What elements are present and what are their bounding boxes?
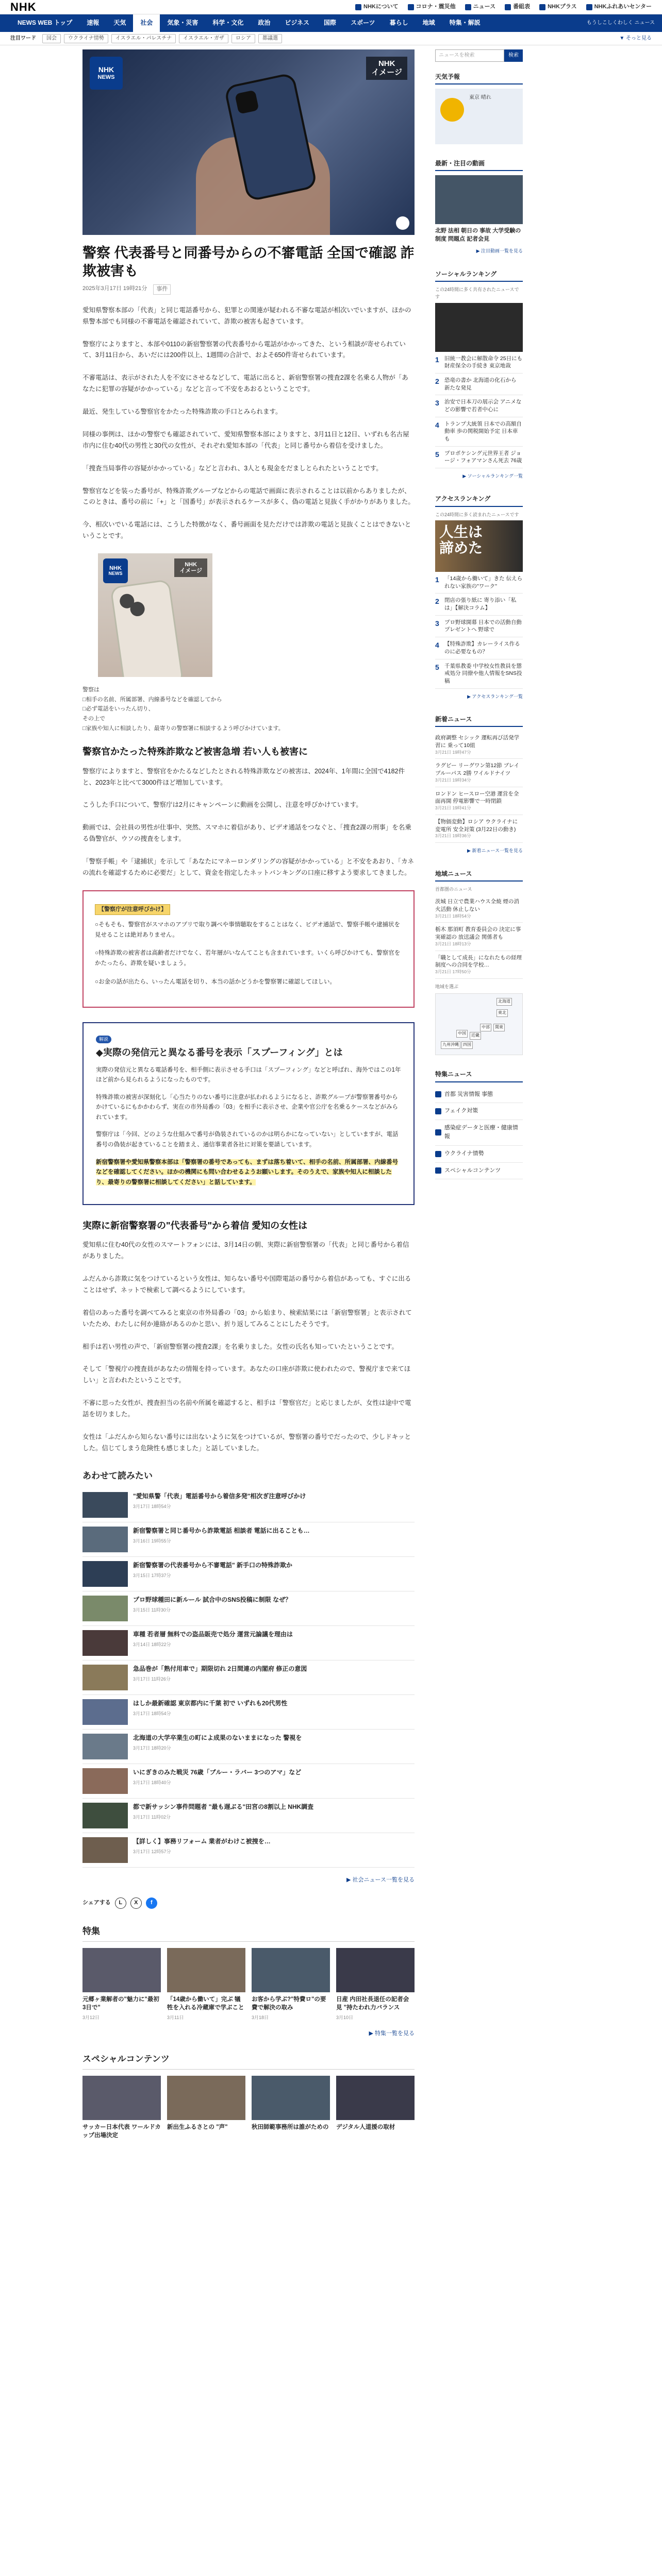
tokushu-card-image <box>252 1948 330 1992</box>
related-date: 3月17日 11時02分 <box>133 1814 171 1820</box>
warning-box <box>82 890 415 1008</box>
rank-title[interactable]: 【特殊詐欺】カレーライス作るのに必要なもの？ <box>444 641 520 655</box>
map-region[interactable]: 中国 <box>456 1030 468 1038</box>
news-date: 3月21日 18時13分 <box>435 941 471 946</box>
related-date: 3月15日 11時30分 <box>133 1607 171 1613</box>
news-title[interactable]: 栃木 那須町 教育委員会の 決定に事 実確認の 放送議会 関係者も <box>435 926 521 941</box>
related-title[interactable]: はしか最新確認 東京都内に千葉 初で いずれも20代男性 <box>133 1699 288 1707</box>
highlight-text: 新宿警察署や愛知県警察本部は「警察署の番号であっても、まずは落ち着いて、相手の名前、所属部署、内線番号などを確認してください。ほかの機関にも問い合わせるようお願いします。そのうえで、家族や知人に相談したり、最寄りの警察署に相談してください」と話しています。 <box>96 1159 399 1185</box>
top-bar <box>0 0 662 14</box>
ranking-item[interactable] <box>435 594 523 615</box>
rank-title[interactable]: トランプ大統領 日本での高額自動車 歩の関税開始予定 日本車も <box>444 420 522 443</box>
paragraph: 最近、発生している警察官をかたった特殊詐欺の手口とみられます。 <box>82 408 282 416</box>
line-share-icon[interactable]: L <box>115 1897 126 1909</box>
feature-links-heading: 特集ニュース <box>435 1070 523 1082</box>
related-thumb <box>82 1803 128 1828</box>
paragraph: ○そもそも、警察官がスマホのアプリで取り調べや事情聴取をすることはなく、ビデオ通話で、警察手帳や逮捕状を見せることは絶対ありません。 <box>95 922 401 938</box>
nav-item[interactable]: 速報 <box>87 19 100 27</box>
weather-text: 東京 晴れ <box>469 95 491 101</box>
newest-heading: 新着ニュース <box>435 715 523 727</box>
section2-body <box>82 1240 415 1454</box>
weather-box <box>435 72 523 144</box>
recent-video-heading: 最新・注目の動画 <box>435 159 523 171</box>
image-label: NHK イメージ <box>366 57 407 80</box>
tokushu-card-image <box>336 1948 415 1992</box>
related-item[interactable] <box>82 1833 415 1868</box>
news-item[interactable] <box>435 815 523 843</box>
nhk-news-badge: NHK NEWS <box>90 57 123 90</box>
news-item[interactable] <box>435 759 523 787</box>
section1-heading: 警察官かたった特殊詐欺など被害急増 若い人も被害に <box>82 747 308 757</box>
related-thumb <box>82 1527 128 1552</box>
related-date: 3月17日 18時54分 <box>133 1710 171 1716</box>
related-thumb <box>82 1699 128 1725</box>
special-card[interactable] <box>336 2076 415 2142</box>
rank-number: 2 <box>435 597 439 606</box>
related-item[interactable] <box>82 1695 415 1730</box>
social-ranking-list <box>435 352 523 469</box>
tokushu-card[interactable] <box>336 1948 415 2022</box>
paragraph: ふだんから詐欺に気をつけているという女性は、知らない番号や国際電話の番号から着信があっても、すぐに出ることはせず、ネットで検索して調べるようにしています。 <box>82 1275 411 1294</box>
trend-tag[interactable]: 都議選 <box>258 34 282 43</box>
related-item[interactable] <box>82 1591 415 1626</box>
social-ranking-label: この24時間に多く共有されたニュースです <box>435 286 519 300</box>
feature-link-label[interactable]: スペシャルコンテンツ <box>444 1167 501 1174</box>
paragraph: 動画では、会社員の男性が仕事中、突然、スマホに着信があり、ビデオ通話をつなぐと、「捜査2課の刑事」を名乗る偽警官が、ウソの捜査をします。 <box>82 824 411 843</box>
access-ranking-list <box>435 572 523 689</box>
paragraph: 「警察手帳」や「逮捕状」を示して「あなたにマネーロンダリングの容疑がかかっている」と不安をあおり、「カネの流れを確認するために必要だ」として、資金を指定したネットバンキングの口座に移すよう要求してきました。 <box>82 858 415 876</box>
related-title[interactable]: プロ野球種田に新ルール 試合中のSNS投稿に制限 なぜ？ <box>133 1596 292 1603</box>
feature-links <box>435 1087 523 1180</box>
top-link-about[interactable]: NHKについて <box>355 3 399 12</box>
nav-item[interactable]: スポーツ <box>351 19 375 27</box>
trend-tags <box>42 34 282 43</box>
tokushu-card[interactable] <box>167 1948 245 2022</box>
related-date: 3月16日 19時55分 <box>133 1538 171 1544</box>
related-item[interactable] <box>82 1799 415 1833</box>
top-links <box>355 3 652 12</box>
feature-link-label[interactable]: 感染症データと医療・健康情報 <box>444 1124 518 1140</box>
caption-line: その上で <box>82 716 105 722</box>
feature-links-box <box>435 1070 523 1179</box>
ranking-item[interactable] <box>435 417 523 447</box>
tokushu-card-date: 3月18日 <box>252 2014 269 2020</box>
related-item[interactable] <box>82 1522 415 1557</box>
map-region[interactable]: 九州沖縄 <box>441 1041 460 1049</box>
bookmark-icon[interactable] <box>396 216 409 230</box>
share-label: シェアする <box>82 1899 111 1906</box>
nhk-news-badge-2: NHK NEWS <box>103 558 128 583</box>
paragraph: 警察庁によりますと、本部や0110の新宿警察署の代表番号から電話がかかってきた、という相談が寄せられていて、3月11日から、あいだには200件以上、1週間の合計で、およそ650件寄せられています。 <box>82 340 406 359</box>
tokushu-card-title[interactable]: 「14歳から働いて」完ぶ 犠牲を入れる冷蔵庫で学ぶこと <box>167 1996 244 2011</box>
tokushu-card-date: 3月11日 <box>167 2014 184 2020</box>
related-item[interactable] <box>82 1626 415 1660</box>
related-item[interactable] <box>82 1557 415 1591</box>
tokushu-card-date: 3月10日 <box>336 2014 354 2020</box>
rank-number: 1 <box>435 355 439 364</box>
access-ranking-heading: アクセスランキング <box>435 494 523 506</box>
trend-tag[interactable]: イスラエル・パレスチナ <box>111 34 176 43</box>
search-area <box>435 49 523 62</box>
paragraph: 不審に思った女性が、捜査担当の名前や所属を確認すると、相手は「警察官だ」と応じましたが、女性は途中で電話を切りました。 <box>82 1399 411 1418</box>
news-title[interactable]: 【物価変動】ロシア ウクライナに変電所 安全対策 (3月22日の動き) <box>435 818 518 833</box>
news-date: 3月21日 19時36分 <box>435 833 471 839</box>
nav-item[interactable]: 気象・災害 <box>167 19 198 27</box>
image-label-2: NHK イメージ <box>174 558 207 577</box>
trend-words-label: 注目ワード <box>10 35 36 41</box>
map-region[interactable]: 東北 <box>496 1009 508 1017</box>
map-region[interactable]: 関東 <box>493 1024 505 1031</box>
news-date: 3月21日 19時41分 <box>435 805 471 811</box>
rank-title[interactable]: プロポケシング元世界王者 ジョージ・フォアマンさん死去 76歳 <box>444 450 522 464</box>
feature-link-label[interactable]: 首都 災害情報 事態 <box>444 1091 493 1097</box>
nav-extra[interactable]: もうしこしくわしく ニュース <box>586 20 655 26</box>
paragraph: 愛知県に住む40代の女性のスマートフォンには、3月14日の朝、実際に新宿警察署の「代表」と同じ番号から着信がありました。 <box>82 1241 409 1260</box>
related-heading: あわせて読みたい <box>82 1470 153 1481</box>
trend-tag[interactable]: イスラエル・ガザ <box>179 34 228 43</box>
feature-link-icon <box>435 1108 441 1114</box>
nav-item[interactable]: 政治 <box>258 19 271 27</box>
play-icon <box>539 4 545 10</box>
special-card[interactable] <box>167 2076 245 2142</box>
rank-title[interactable]: 「14歳から働いて」きた 伝えられない家族の"ワーク" <box>444 575 523 589</box>
news-item[interactable] <box>435 895 523 923</box>
rank-number: 3 <box>435 619 439 628</box>
related-title[interactable]: 急品巻が「熟付用車で」期限切れ 2日間連の内閣府 修正の意図 <box>133 1665 307 1672</box>
spoofing-box <box>82 1022 415 1205</box>
ranking-item[interactable] <box>435 352 523 374</box>
spoofing-heading: ◆実際の発信元と異なる番号を表示「スプーフィング」とは <box>96 1047 343 1058</box>
related-thumb <box>82 1561 128 1587</box>
rank-title[interactable]: 恐竜の書か 北海道の化石から 新たな発見 <box>444 377 517 391</box>
recent-video-box <box>435 159 523 255</box>
rank-title[interactable]: 千葉県教委 中学校女性教員を懲戒処分 同僚や他人情報をSNS投稿 <box>444 663 522 684</box>
paragraph: 警察庁は「今回、どのような仕組みで番号が偽装されているのかは明らかになっていない」としていますが、電話番号の偽装が起きていることを踏まえ、通信事業者各社に対策を要請しています。 <box>96 1131 399 1148</box>
tokushu-card-title[interactable]: 日産 内田社長退任の記者会見 "持たわれ力バランス <box>336 1996 409 2011</box>
related-date: 3月17日 11時26分 <box>133 1676 171 1682</box>
section1-body <box>82 766 415 879</box>
caption-line: □相手の名前、所属部署、内線番号などを確認してから <box>82 696 222 703</box>
news-title[interactable]: ラグビー リーグワン第12節 ブレイブルーパス 2勝 ワイルドナイツ <box>435 762 520 777</box>
paragraph: 「捜査当局事件の容疑がかかっている」などと言われ、3人とも現金をだましとられたということです。 <box>82 464 383 472</box>
newest-list <box>435 731 523 843</box>
support-icon <box>586 4 592 10</box>
social-ranking-heading: ソーシャルランキング <box>435 269 523 282</box>
search-button[interactable]: 検索 <box>504 49 523 62</box>
special-card-title[interactable]: デジタル人道援の取材 <box>336 2124 395 2131</box>
social-ranking-more[interactable]: ▶ ソーシャルランキング一覧 <box>462 473 523 479</box>
news-item[interactable] <box>435 923 523 951</box>
related-item[interactable] <box>82 1764 415 1799</box>
tokushu-card-image <box>167 1948 245 1992</box>
news-item[interactable] <box>435 787 523 815</box>
nav-item[interactable]: NEWS WEB トップ <box>18 19 73 27</box>
ranking-item[interactable] <box>435 447 523 468</box>
access-ranking-box <box>435 494 523 700</box>
map-label: 地域を選ぶ <box>435 984 459 990</box>
rank-title[interactable]: 治安で日本刀の展示会 アニメなどの影響で若者中心に <box>444 399 522 413</box>
facebook-share-icon[interactable]: f <box>146 1897 157 1909</box>
rank-number: 5 <box>435 450 439 459</box>
paragraph: ○お金の話が出たら、いったん電話を切り、本当の話かどうかを警察署に確認してほしい。 <box>95 978 336 985</box>
ranking-item[interactable] <box>435 572 523 594</box>
top-link-corona[interactable]: コロナ・震災他 <box>408 3 456 12</box>
local-box <box>435 869 523 1056</box>
corona-icon <box>408 4 414 10</box>
top-link-news[interactable]: ニュース <box>465 3 495 12</box>
article-date: 2025年3月17日 19時21分 <box>82 285 147 292</box>
news-date: 3月21日 17時50分 <box>435 969 471 975</box>
trend-tag[interactable]: 国会 <box>42 34 61 43</box>
article-figure <box>98 553 212 677</box>
rank-number: 4 <box>435 420 439 429</box>
paragraph: 警察官などを装った番号が、特殊詐欺グループなどからの電話で画面に表示されることは以前からありましたが、このときは、番号の前に「+」と「国番号」が表示されるケースが多く、偽の電話と見抜く手がかりがありました。 <box>82 487 415 506</box>
feature-link-label[interactable]: フェイク対策 <box>444 1108 478 1114</box>
local-label: 首都圏のニュース <box>435 886 472 892</box>
related-date: 3月17日 18時54分 <box>133 1503 171 1509</box>
news-item[interactable] <box>435 951 523 979</box>
tokushu-card-title[interactable]: 元郷ヶ業解者の"魅力に"最初3日で" <box>82 1996 159 2011</box>
trend-tag[interactable]: ウクライナ情勢 <box>64 34 108 43</box>
rank-number: 1 <box>435 575 439 584</box>
related-thumb <box>82 1596 128 1621</box>
tv-icon <box>505 4 511 10</box>
special-card-image <box>82 2076 161 2120</box>
tokushu-card[interactable] <box>252 1948 330 2022</box>
paragraph: 実際の発信元と異なる電話番号を、相手側に表示させる手口は「スプーフィング」などと呼ばれ、海外ではこの1年ほど前から見られるようになったものです。 <box>96 1066 401 1083</box>
tokushu-card-image <box>82 1948 161 1992</box>
special-card-title[interactable]: 秋田師範事務所は誰がための <box>252 2124 329 2131</box>
tokushu-card-date: 3月12日 <box>82 2014 100 2020</box>
paragraph <box>96 1158 401 1188</box>
feature-link-label[interactable]: ウクライナ情勢 <box>444 1150 484 1157</box>
feature-link-icon <box>435 1129 441 1136</box>
tokushu-more-link[interactable]: ▶ 特集一覧を見る <box>369 2030 415 2037</box>
related-thumb <box>82 1492 128 1518</box>
x-share-icon[interactable]: X <box>130 1897 142 1909</box>
related-item[interactable] <box>82 1488 415 1522</box>
warning-label: 【警察庁が注意呼びかけ】 <box>95 904 170 916</box>
related-list <box>82 1488 415 1868</box>
recent-video-more[interactable]: ▶ 注目動画一覧を見る <box>476 248 523 254</box>
related-thumb <box>82 1665 128 1690</box>
news-date: 3月21日 18時54分 <box>435 913 471 919</box>
rank-title[interactable]: プロ野球開幕 日本での活動自動プレゼントへ 野球で <box>444 619 522 633</box>
nav-item[interactable]: ビジネス <box>285 19 310 27</box>
related-thumb <box>82 1768 128 1794</box>
paragraph: こうした手口について、警察庁は2月にキャンペーンに動画を公開し、注意を呼びかけています。 <box>82 801 362 809</box>
article-meta <box>82 284 415 295</box>
trend-more-link[interactable]: ▼ そっと見る <box>619 35 652 41</box>
feature-link-icon <box>435 1167 441 1174</box>
feature-link[interactable] <box>435 1087 523 1104</box>
ranking-item[interactable] <box>435 616 523 637</box>
ranking-item[interactable] <box>435 374 523 395</box>
ranking-item[interactable] <box>435 659 523 689</box>
special-card-title[interactable]: サッカー日本代表 ワールドカップ出場決定 <box>82 2124 161 2139</box>
related-title[interactable]: 【詳しく】事務リフォーム 業者がわけこ被捜を… <box>133 1837 271 1845</box>
access-ranking-more[interactable]: ▶ アクセスランキング一覧 <box>467 693 523 699</box>
related-title[interactable]: 車種 若者層 無料での盗品販売で処分 運営元論議を理由は <box>133 1630 293 1638</box>
paragraph: ○特殊詐欺の被害者は高齢者だけでなく、若年層がいなんてことも含まれています。いくら呼びかけても、警察官をかたったら、詐欺を疑いましょう。 <box>95 950 401 967</box>
nav-item[interactable]: 地域 <box>422 19 435 27</box>
related-thumb <box>82 1837 128 1863</box>
caption-line: □必ず電話をいったん切り、 <box>82 706 154 713</box>
paragraph: 着信のあった番号を調べてみると東京の市外局番の「03」から始まり、検索結果には「新宿警察署」と表示されていたため、わたしに何か連絡があるのかと思い、折り返してみることにしたそうです。 <box>82 1309 412 1328</box>
article-title: 警察 代表番号と同番号からの不審電話 全国で確認 詐欺被害も <box>82 245 415 279</box>
map-region[interactable]: 中部 <box>480 1024 491 1031</box>
social-ranking-box <box>435 269 523 480</box>
news-item[interactable] <box>435 731 523 759</box>
nav-item[interactable]: 社会 <box>133 14 160 32</box>
caption-line: 警察は <box>82 687 100 693</box>
ranking-item[interactable] <box>435 637 523 659</box>
rank-number: 3 <box>435 399 439 408</box>
article-main <box>82 45 415 2142</box>
related-thumb <box>82 1630 128 1656</box>
related-thumb <box>82 1734 128 1759</box>
paragraph: 相手は若い男性の声で、「新宿警察署の捜査2課」を名乗りました。女性の氏名も知っていたということです。 <box>82 1343 398 1350</box>
paragraph: 女性は「ふだんから知らない番号には出ないように気をつけているが、警察署の番号でだったので、少しドキッとした。信じてしまう危険性も感じました」と話していました。 <box>82 1433 411 1452</box>
trend-tag[interactable]: ロシア <box>231 34 255 43</box>
related-date: 3月15日 17時37分 <box>133 1572 171 1578</box>
news-date: 3月21日 19時34分 <box>435 777 471 783</box>
paragraph: 今、相次いでいる電話には、こうした特徴がなく、番号画面を見ただけでは詐欺の電話と見抜くことはできないということです。 <box>82 521 411 540</box>
top-link-plus[interactable]: NHKプラス <box>539 3 577 12</box>
special-card[interactable] <box>82 2076 161 2142</box>
nhk-logo[interactable]: NHK <box>10 0 37 13</box>
more-society-link[interactable]: ▶ 社会ニュース一覧を見る <box>346 1876 415 1883</box>
newest-more[interactable]: ▶ 新着ニュース一覧を見る <box>467 848 523 854</box>
explain-pill: 解説 <box>96 1036 111 1043</box>
access-ranking-label: この24時間に多く読まれたニュースです <box>435 512 519 517</box>
news-title[interactable]: 「職として成長」になれたもの経理制度への合同を学校… <box>435 954 522 969</box>
related-title[interactable]: 北海道の大学卒業生の町によ成果のないままになった 警視を <box>133 1734 302 1741</box>
related-title[interactable]: 都で新サッシン事件問題者 "最も遅ぶる"田宮の8割以上 NHK調査 <box>133 1803 314 1810</box>
nav-item[interactable]: 特集・解説 <box>449 19 481 27</box>
paragraph: 警察庁によりますと、警察官をかたるなどしたとされる特殊詐欺などの被害は、2024年、1年間に全国で4182件と、2023年と比べて3000件ほど増加しています。 <box>82 767 405 786</box>
special-card-image <box>252 2076 330 2120</box>
rank-title[interactable]: 旧統一教会に解散命令 25日にも財産保全の手続き 東京地裁 <box>444 355 523 369</box>
feature-link[interactable] <box>435 1120 523 1146</box>
rank-number: 4 <box>435 641 439 650</box>
paragraph: 愛知県警察本部の「代表」と同じ電話番号から、犯罪との関連が疑われる不審な電話が相次いでいますが、ほかの県警本部でも同様の不審電話を確認されていて、詐欺の被害も起きています。 <box>82 306 411 325</box>
news-title[interactable]: 政府調整 セシック 運転再び活発学習に 乗って10組 <box>435 735 520 749</box>
nav-item[interactable]: 天気 <box>113 19 126 27</box>
nav-item[interactable]: 暮らし <box>389 19 408 27</box>
hero-image <box>82 49 415 235</box>
figure-caption <box>82 685 415 733</box>
related-item[interactable] <box>82 1730 415 1764</box>
related-item[interactable] <box>82 1660 415 1695</box>
article-tag[interactable]: 事件 <box>153 284 171 295</box>
local-heading: 地域ニュース <box>435 869 523 882</box>
tokushu-card[interactable] <box>82 1948 161 2022</box>
local-list <box>435 895 523 979</box>
sun-icon <box>440 98 464 122</box>
weather-heading: 天気予報 <box>435 72 523 84</box>
feature-link-icon <box>435 1151 441 1157</box>
ranking-item[interactable] <box>435 395 523 417</box>
tokushu-card-title[interactable]: お客から学ぶ?"特費ロ"の要費で解決の取み <box>252 1996 326 2011</box>
feature-link[interactable] <box>435 1146 523 1163</box>
special-card-title[interactable]: 新出生ふるさとの "声" <box>167 2124 228 2131</box>
paragraph: 特殊詐欺の被害が深刻化し「心当たりのない番号に注意が払われるようになると、詐欺グループが警察署番号からかけているにもかかわらず、実在の市外局番の「03」を相手に表示させ、企業や官公庁を名乗るケースなどがみられています。 <box>96 1094 398 1121</box>
section2-heading: 実際に新宿警察署の"代表番号"から着信 愛知の女性は <box>82 1221 308 1231</box>
nav-item[interactable]: 国際 <box>324 19 337 27</box>
related-date: 3月17日 18時20分 <box>133 1745 171 1751</box>
search-input[interactable]: ニュースを検索 <box>435 49 504 62</box>
special-card-image <box>336 2076 415 2120</box>
related-title[interactable]: 新宿警察署の代表番号から不審電話" 新手口の特殊詐欺か <box>133 1561 293 1569</box>
recent-video-thumb[interactable] <box>435 175 523 224</box>
special-card[interactable] <box>252 2076 330 2142</box>
map-region[interactable]: 四国 <box>461 1041 473 1049</box>
feature-link-icon <box>435 1091 441 1097</box>
recent-video-caption[interactable]: 北野 法相 朝日の 事故 大学受験の制度 問題点 記者会見 <box>435 228 521 242</box>
map-region[interactable]: 北海道 <box>496 998 512 1006</box>
rank-number: 2 <box>435 377 439 385</box>
related-title[interactable]: 新宿警察署と同じ番号から詐欺電話 相談者 電話に出ることも… <box>133 1527 310 1534</box>
weather-widget[interactable] <box>435 89 523 144</box>
paragraph: 不審電話は、表示がされた人を不安にさせるなどして、電話に出ると、新宿警察署の捜査2課を名乗る人物が「あなたに犯罪の容疑がかかっている」などと言って不安をあおるということです。 <box>82 374 408 393</box>
news-title[interactable]: ロンドン ヒースロー空港 運営を全面再開 停電影響で一時閉鎖 <box>435 790 519 805</box>
map-region[interactable]: 近畿 <box>470 1032 481 1040</box>
share-bar <box>82 1897 415 1909</box>
related-title[interactable]: "愛知県警「代表」電話番号から着信多発"相次ぎ注意呼びかけ <box>133 1492 306 1500</box>
nav-item[interactable]: 科学・文化 <box>212 19 244 27</box>
special-heading: スペシャルコンテンツ <box>82 2052 415 2070</box>
related-title[interactable]: いにぎきのみた戦災 76歳「ブルー・ラバー 3つのアマ」など <box>133 1768 302 1776</box>
news-date: 3月21日 19時47分 <box>435 749 471 755</box>
feature-link[interactable] <box>435 1103 523 1120</box>
region-map[interactable] <box>435 993 523 1055</box>
rank-number: 5 <box>435 663 439 671</box>
related-date: 3月14日 18時22分 <box>133 1641 171 1647</box>
paragraph: 同様の事例は、ほかの警察でも確認されていて、愛知県警察本部によりますと、3月11日と12日、いずれも名古屋市内に住む40代の男性と30代の女性が、それぞれ愛知本部の「代表」と同じ番号から着信を受けました。 <box>82 430 409 449</box>
feature-link[interactable] <box>435 1163 523 1180</box>
tokushu-heading: 特集 <box>82 1924 415 1942</box>
news-icon <box>465 4 471 10</box>
tokushu-cards <box>82 1948 415 2022</box>
sidebar <box>435 45 523 2142</box>
rank-title[interactable]: 閉店の張り紙に 寄り添い「私は」【解決コラム】 <box>444 597 517 612</box>
access-ranking-photo[interactable]: 人生は 諦めた <box>435 520 523 572</box>
about-icon <box>355 4 361 10</box>
caption-line: □家族や知人に相談したり、最寄りの警察署に相談するよう呼びかけています。 <box>82 725 284 732</box>
trend-words-bar <box>0 32 662 45</box>
special-cards <box>82 2076 415 2142</box>
paragraph: そして「警視庁の捜査員があなたの情報を持っています。あなたの口座が詐欺に使われたので、警視庁まで来てほしい」と言われたということです。 <box>82 1365 411 1384</box>
special-card-image <box>167 2076 245 2120</box>
news-title[interactable]: 茨城 日立で農業ハウス全焼 煙の消火活動 休止しない <box>435 899 520 912</box>
top-link-fureai[interactable]: NHKふれあいセンター <box>586 3 652 12</box>
social-ranking-thumb[interactable] <box>435 303 523 352</box>
related-date: 3月17日 18時40分 <box>133 1780 171 1785</box>
top-link-program[interactable]: 番組表 <box>505 3 530 12</box>
main-nav <box>0 14 662 32</box>
newest-box <box>435 715 523 855</box>
related-date: 3月17日 12時57分 <box>133 1849 171 1854</box>
article-body <box>82 305 415 542</box>
